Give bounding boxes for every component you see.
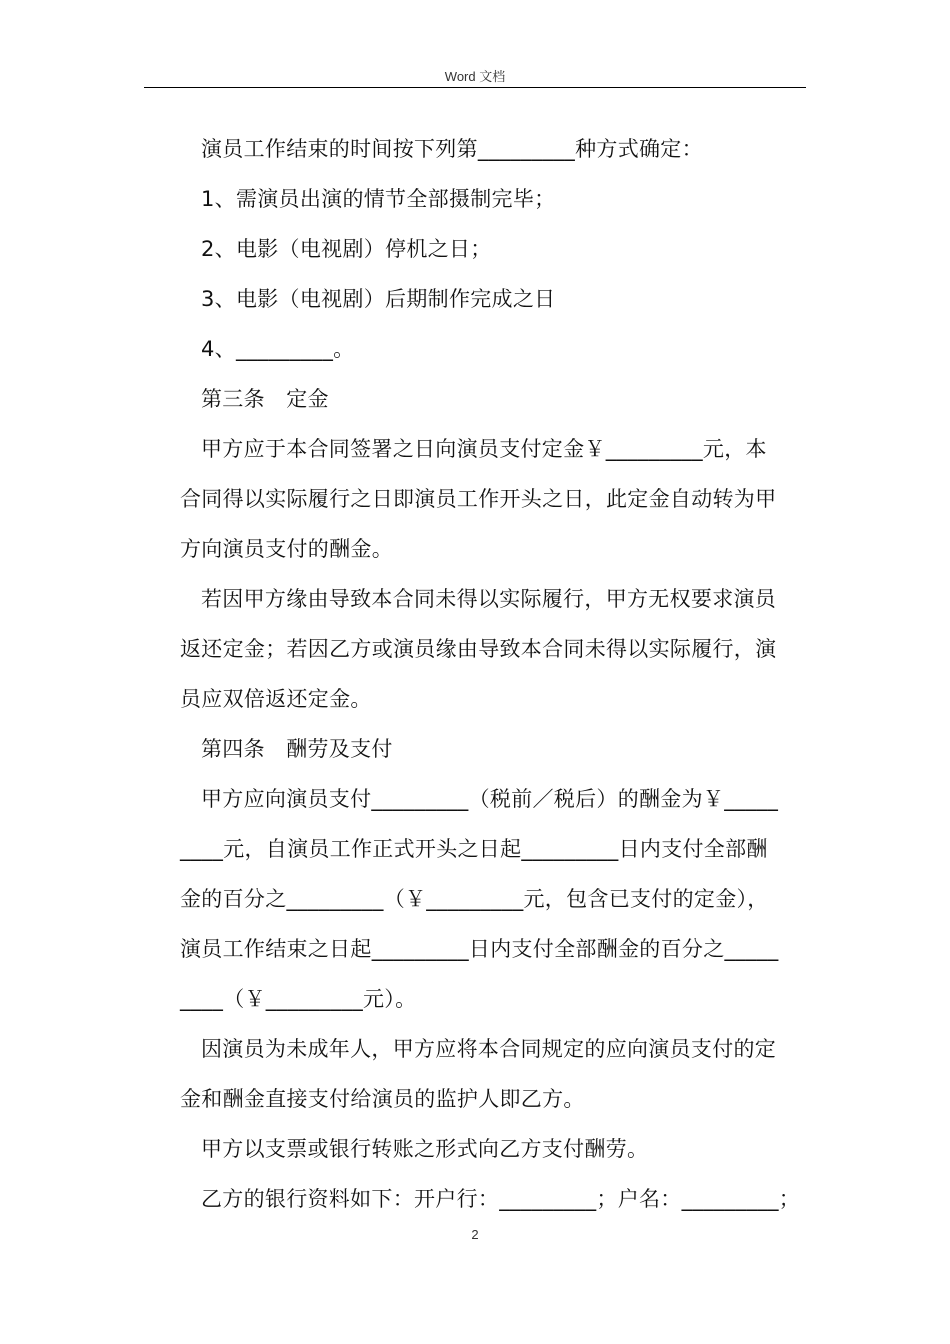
text-line: 合同得以实际履行之日即演员工作开头之日，此定金自动转为甲 [180,487,777,511]
text-line: 1、需演员出演的情节全部摄制完毕； [201,187,556,211]
text-line: 4、_________。 [201,337,355,361]
page-header-title: Word 文档 [444,69,506,84]
text-line: ____（￥_________元）。 [180,987,417,1011]
text-line: 第四条 酬劳及支付 [201,737,393,761]
text-line: 因演员为未成年人，甲方应将本合同规定的应向演员支付的定 [201,1037,777,1061]
text-line: 若因甲方缘由导致本合同未得以实际履行，甲方无权要求演员 [201,587,777,611]
text-line: 金和酬金直接支付给演员的监护人即乙方。 [180,1087,585,1111]
text-line: 甲方以支票或银行转账之形式向乙方支付酬劳。 [201,1137,649,1161]
text-line: 方向演员支付的酬金。 [180,537,393,561]
text-line: 金的百分之_________（￥_________元，包含已支付的定金）， [180,887,769,911]
header-divider [144,87,806,88]
text-line: 员应双倍返还定金。 [180,687,372,711]
text-line: 3、电影（电视剧）后期制作完成之日 [201,287,556,311]
text-line: 乙方的银行资料如下：开户行：_________；户名：_________； [201,1187,801,1211]
text-line: 演员工作结束之日起_________日内支付全部酬金的百分之_____ [180,937,779,961]
text-line: 2、电影（电视剧）停机之日； [201,237,492,261]
text-line: ____元，自演员工作正式开头之日起_________日内支付全部酬 [180,837,768,861]
text-line: 甲方应向演员支付_________（税前／税后）的酬金为￥_____ [201,787,779,811]
text-line: 甲方应于本合同签署之日向演员支付定金￥_________元，本 [201,437,767,461]
page-number: 2 [471,1227,479,1242]
text-line: 第三条 定金 [201,387,329,411]
text-line: 返还定金；若因乙方或演员缘由导致本合同未得以实际履行，演 [180,637,777,661]
text-line: 演员工作结束的时间按下列第_________种方式确定： [201,137,703,161]
document-body [180,124,806,1224]
